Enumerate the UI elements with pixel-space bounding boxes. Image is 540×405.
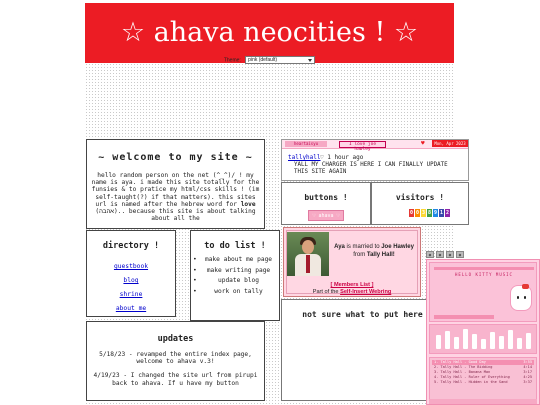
welcome-heading: ~ welcome to my site ~ (98, 152, 253, 163)
welcome-text-part1: hello random person on the net (^_^)/ ! my name is aya. i made this site totally for the funsies & to pratice my html/css skills ! (im self-taught(?) if that matters). this sites url is named after the hebrew word for (91, 172, 260, 208)
playlist-row[interactable]: 2. Tally Hall - The Bidding 4:14 (434, 365, 532, 369)
directory-box (86, 230, 176, 317)
webring-spouse: Joe Hawley (381, 244, 414, 250)
player-title: HELLO KITTY MUSIC (455, 272, 513, 277)
player-footer-bar (429, 399, 537, 404)
player-icon[interactable]: ◉ (446, 251, 454, 258)
counter-digit: 1 (439, 210, 443, 216)
theme-row (85, 56, 454, 64)
not-sure-box (281, 299, 444, 401)
counter-digit: 8 (427, 210, 431, 216)
welcome-text-part2: (אהבה).. because this site is about talking about all the (95, 208, 256, 223)
welcome-bold-word: love (240, 200, 256, 208)
updates-box[interactable] (86, 321, 265, 401)
visitors-box (371, 182, 469, 225)
player-equalizer[interactable] (429, 324, 537, 354)
update-entry: 5/18/23 - revamped the entire index page, welcome to ahava v.3! (99, 351, 252, 366)
site-title: ☆ ahava neocities ! ☆ (120, 17, 419, 48)
player-seek-bar[interactable] (434, 267, 534, 270)
directory-link-shrine[interactable]: shrine (119, 291, 143, 298)
buttons-box (281, 182, 371, 225)
members-list-link[interactable]: [ Members List ] (330, 282, 374, 288)
webring-links (287, 282, 417, 296)
player-display (429, 262, 537, 322)
player-icon[interactable]: ◉ (456, 251, 464, 258)
webring-married-text: is married to (344, 244, 382, 250)
todo-box (190, 230, 280, 321)
status-username: tallyhall (288, 154, 321, 161)
status-time: ♡ 1 hour ago (320, 154, 364, 161)
counter-digit: 9 (433, 210, 437, 216)
update-entry: 4/19/23 - I changed the site url from pirupi back to ahava. If u have my button (93, 372, 258, 387)
counter-digit: 3 (421, 210, 425, 216)
site-button-88x31[interactable]: ♡ ahava ♡ (308, 210, 344, 221)
webring-band: Tally Hall! (366, 251, 395, 258)
updates-heading: updates (157, 334, 194, 344)
player-icon[interactable]: ◉ (426, 251, 434, 258)
welcome-box (86, 139, 265, 229)
webring-from-text: from (353, 251, 367, 258)
status-header (282, 140, 468, 152)
music-player[interactable] (426, 259, 540, 405)
directory-link-blog[interactable]: blog (123, 277, 139, 284)
not-sure-heading: not sure what to put here (302, 310, 423, 319)
webring-box (283, 227, 421, 297)
status-follow-button[interactable]: I love joe hawley (339, 141, 386, 148)
status-widget (281, 139, 469, 181)
todo-item: • update blog (191, 277, 279, 285)
todo-list (191, 256, 279, 295)
todo-item: • make about me page (191, 256, 279, 264)
player-icon[interactable]: ◉ (436, 251, 444, 258)
heart-icon: ♥ (421, 140, 425, 147)
site-banner (85, 3, 454, 63)
joe-hawley-photo (287, 232, 329, 276)
hit-counter (409, 209, 450, 217)
counter-digit: 2 (445, 210, 449, 216)
player-controls[interactable] (434, 315, 494, 319)
directory-heading: directory ! (102, 241, 160, 251)
playlist-row[interactable]: 1. Tally Hall - Good Day 3:55 (434, 360, 532, 364)
player-playlist (429, 357, 537, 401)
directory-link-about-me[interactable]: about me (115, 305, 147, 312)
todo-item: • make writing page (191, 267, 279, 275)
todo-item: • work on tally (191, 288, 279, 296)
counter-digit: 0 (409, 210, 413, 216)
player-icon-row (426, 251, 466, 259)
webring-name: Aya (334, 244, 345, 250)
directory-link-guestbook[interactable]: guestbook (113, 263, 149, 270)
webring-text (333, 244, 415, 259)
playlist-row[interactable]: 3. Tally Hall - Banana Man 3:17 (434, 370, 532, 374)
counter-digit: 0 (415, 210, 419, 216)
todo-heading: to do list ! (204, 241, 266, 251)
webring-part-of: Part of the (312, 289, 341, 295)
theme-label: Theme: (223, 57, 241, 64)
welcome-text (87, 172, 264, 222)
visitors-heading: visitors ! (395, 193, 445, 202)
theme-selected-value: pink (default) (248, 57, 278, 63)
theme-select[interactable] (245, 56, 315, 64)
playlist-row[interactable]: 4. Tally Hall - Ruler of Everything 4:25 (434, 375, 532, 379)
playlist-row[interactable]: 5. Tally Hall - Hidden in the Sand 3:37 (434, 380, 532, 384)
status-username-link[interactable] (288, 154, 321, 161)
status-text: YALL MY CHARGER IS HERE I CAN FINALLY UPDATE THIS SITE AGAIN (294, 162, 448, 175)
buttons-heading: buttons ! (304, 193, 348, 202)
self-insert-webring-link[interactable]: Self-Insert Webring (340, 289, 392, 295)
status-name-tag[interactable]: heartaisyu (285, 141, 327, 147)
hello-kitty-icon (510, 285, 532, 311)
status-date: Mon, Apr 2023 (432, 140, 468, 147)
